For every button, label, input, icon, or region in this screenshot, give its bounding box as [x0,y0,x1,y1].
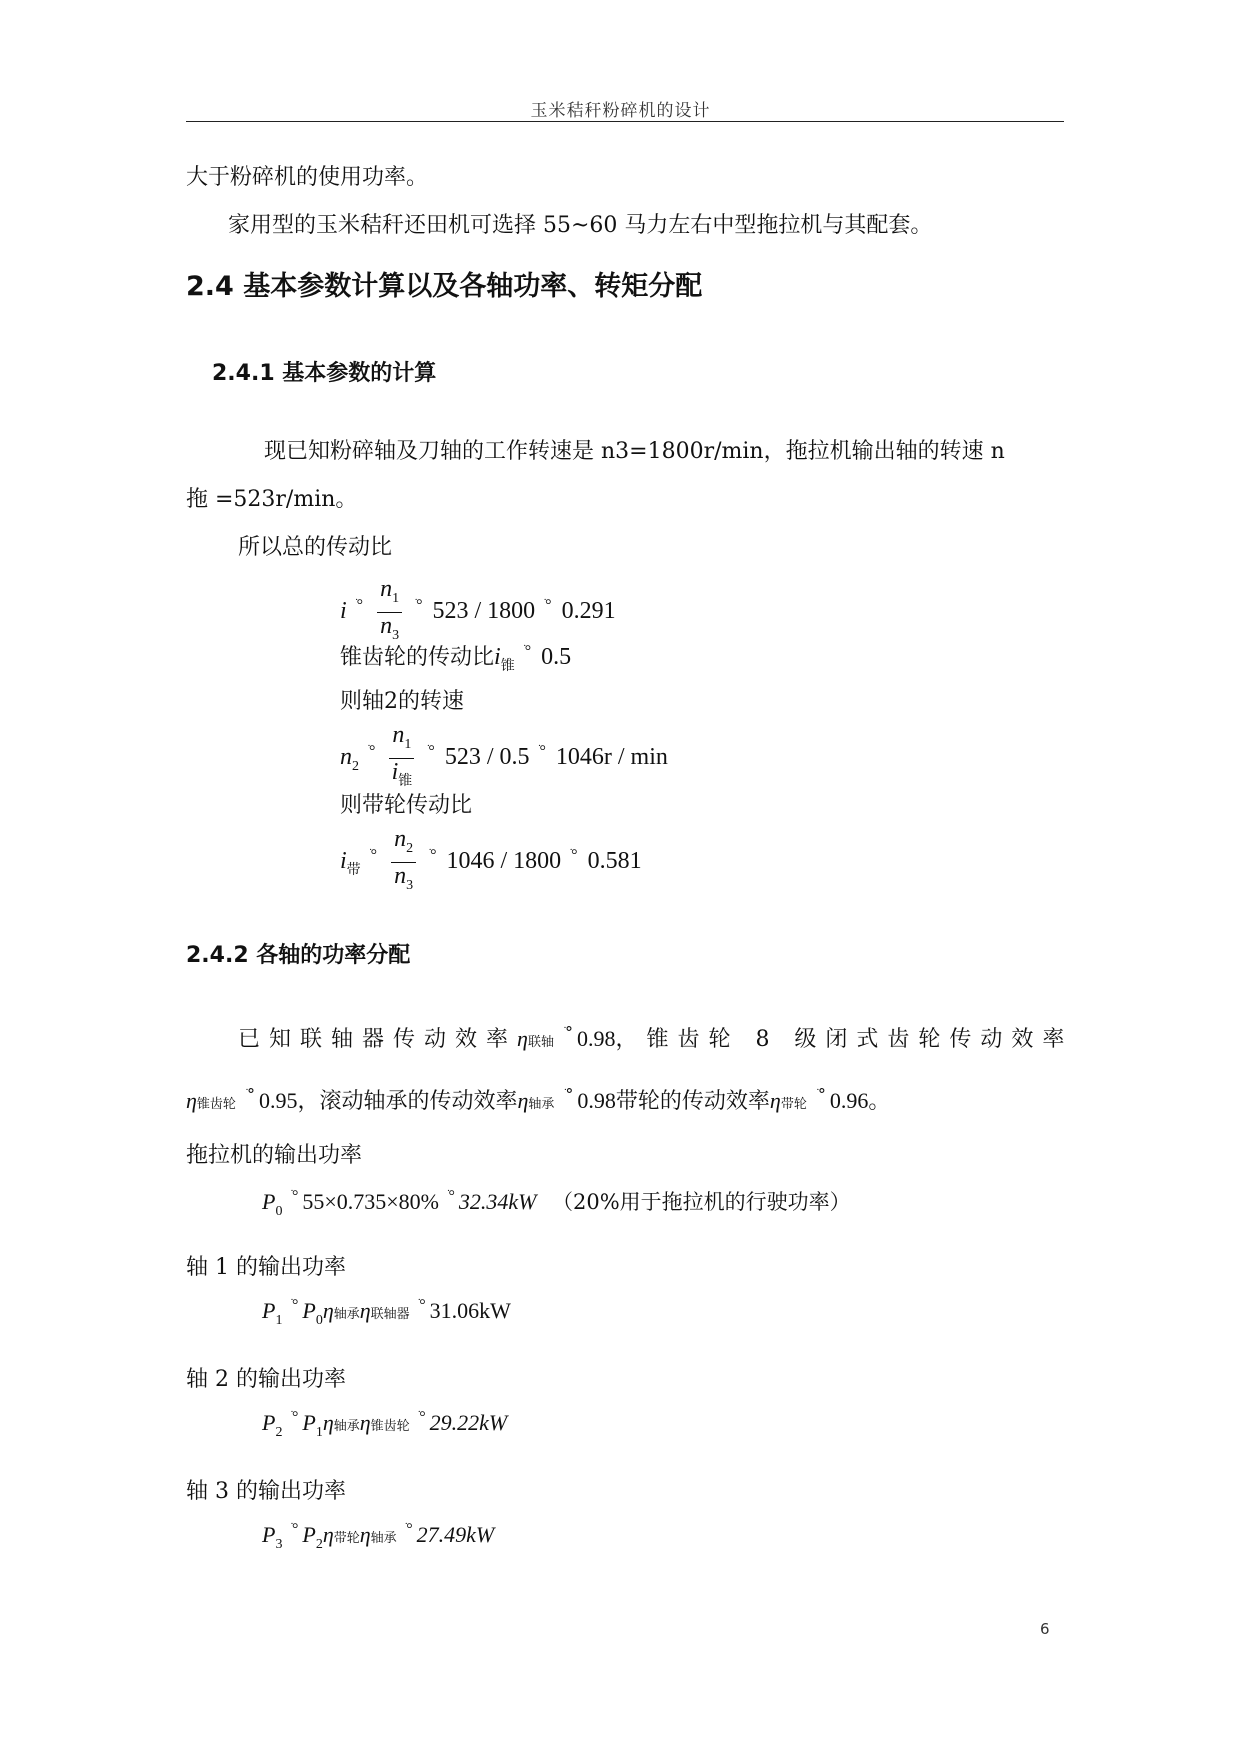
formula-result: 32.34kW [458,1189,537,1214]
paragraph-tractor-output: 拖拉机的输出功率 [186,1143,363,1168]
eta-value: 0.98 [576,1026,616,1051]
formula-var: i [340,598,347,625]
equals-glyph: ׂ° [416,597,423,615]
text: ，锥齿轮 8 级闭式齿轮传动效率 [615,1027,1074,1052]
text: 带轮的传动效率 [615,1089,770,1114]
paragraph-efficiency-line2 [186,1084,890,1115]
denominator: n [394,863,407,889]
formula-var: i [340,848,347,875]
formula-note: （20%用于拖拉机的行驶功率） [552,1190,851,1214]
formula-var: n [340,744,352,771]
formula-text: 锥齿轮的传动比 [340,645,495,670]
denominator-sub: 锥 [398,774,413,789]
equals-glyph: ׂ° [448,1188,455,1205]
numerator-sub: 1 [404,737,412,752]
formula-var: P [302,1298,316,1323]
numerator: n [380,576,393,602]
formula-bevel-ratio [340,640,571,675]
formula-sub: 带 [346,863,361,879]
eta-sub: 联轴 [527,1035,554,1050]
formula-sub: 锥 [500,659,515,674]
formula-shaft2-speed [340,722,668,795]
section-heading-2-4: 2.4 基本参数计算以及各轴功率、转矩分配 [186,271,703,302]
subsection-heading-2-4-2: 2.4.2 各轴的功率分配 [186,943,411,968]
formula-sub: 0 [315,1313,323,1328]
formula-result: 27.49kW [416,1522,495,1547]
formula-result: 1046r / min [555,744,668,771]
eta-sub: 带轮 [780,1097,807,1112]
eta-symbol: η [517,1088,529,1113]
header-rule [186,121,1064,122]
paragraph-shaft3-output: 轴 3 的输出功率 [186,1479,346,1504]
equals-glyph: ׂ° [817,1085,826,1104]
formula-p2 [262,1410,507,1441]
formula-var: P [262,1410,276,1435]
formula-var: P [302,1522,316,1547]
equals-glyph: ׂ° [406,1521,413,1538]
formula-p0 [262,1186,851,1220]
equals-glyph: ׂ° [564,1023,573,1042]
eta-sub: 轴承 [333,1306,360,1321]
fraction [377,576,402,649]
denominator: n [380,613,393,639]
eta-symbol: η [359,1298,371,1323]
running-header: 玉米秸秆粉碎机的设计 [530,101,711,121]
numerator: n [394,826,407,852]
paragraph-shaft1-output: 轴 1 的输出功率 [186,1255,346,1280]
eta-symbol: η [322,1522,334,1547]
paragraph-total-ratio: 所以总的传动比 [238,535,393,560]
equals-glyph: ׂ° [291,1188,299,1205]
eta-symbol: η [769,1088,781,1113]
fraction [389,722,414,795]
eta-sub: 带轮 [333,1530,360,1545]
denominator-sub: 3 [406,878,414,893]
text: 。 [868,1089,891,1114]
formula-sub: 2 [275,1425,283,1440]
equals-glyph: ׂ° [571,847,578,865]
formula-p1 [262,1298,511,1329]
eta-value: 0.95 [258,1088,298,1113]
paragraph-efficiency-line1 [238,1022,1073,1053]
eta-sub: 联轴器 [370,1306,410,1321]
numerator-sub: 2 [406,841,414,856]
formula-value: 523 / 1800 [432,598,536,625]
formula-result: 31.06kW [429,1298,511,1323]
equals-glyph: ׂ° [369,743,376,761]
subsection-heading-2-4-1: 2.4.1 基本参数的计算 [212,361,437,386]
eta-symbol: η [359,1522,371,1547]
eta-sub: 锥齿轮 [196,1097,236,1112]
formula-var: P [262,1298,276,1323]
eta-value: 0.98 [577,1088,616,1113]
equals-glyph: ׂ° [370,847,378,865]
eta-symbol: η [322,1298,334,1323]
formula-result: 0.581 [587,848,642,875]
equals-glyph: ׂ° [545,597,552,615]
formula-line-shaft2-speed: 则轴2的转速 [340,689,464,714]
denominator-sub: 3 [392,628,400,643]
formula-sub: 2 [315,1537,323,1552]
eta-symbol: η [186,1088,197,1113]
formula-belt-ratio [340,826,642,899]
formula-p3 [262,1522,494,1553]
equals-glyph: ׂ° [565,1085,574,1104]
paragraph-speeds-line2: 拖 =523r/min。 [186,487,358,512]
text: ，滚动轴承的传动效率 [297,1089,518,1114]
formula-result: 29.22kW [429,1410,508,1435]
formula-result: 0.291 [561,598,616,625]
formula-var: i [494,644,501,670]
formula-var: P [262,1522,276,1547]
text: 已知联轴器传动效率 [238,1027,518,1052]
equals-glyph: ׂ° [539,743,546,761]
formula-sub: 1 [315,1425,323,1440]
eta-value: 0.96 [829,1088,869,1113]
formula-sub: 0 [275,1204,283,1219]
formula-sub: 1 [275,1313,283,1328]
equals-glyph: ׂ° [356,597,364,615]
formula-var: P [262,1189,276,1214]
formula-result: 0.5 [541,644,572,670]
eta-symbol: η [359,1410,371,1435]
formula-value: 1046 / 1800 [446,848,562,875]
equals-glyph: ׂ° [291,1521,299,1538]
paragraph-continuation: 大于粉碎机的使用功率。 [186,165,429,190]
paragraph-shaft2-output: 轴 2 的输出功率 [186,1367,346,1392]
equals-glyph: ׂ° [428,743,435,761]
formula-sub: 3 [275,1537,283,1552]
fraction [391,826,416,899]
eta-sub: 轴承 [370,1530,397,1545]
paragraph-tractor-choice: 家用型的玉米秸秆还田机可选择 55~60 马力左右中型拖拉机与其配套。 [228,213,933,238]
eta-symbol: η [322,1410,334,1435]
formula-sub: 2 [352,759,359,775]
paragraph-speeds-line1: 现已知粉碎轴及刀轴的工作转速是 n3=1800r/min，拖拉机输出轴的转速 n [264,439,1005,464]
equals-glyph: ׂ° [291,1297,299,1314]
eta-sub: 轴承 [333,1418,360,1433]
denominator: i [391,759,399,785]
equals-glyph: ׂ° [291,1409,299,1426]
numerator: n [392,722,405,748]
formula-expression: 55×0.735×80% [302,1189,439,1214]
formula-var: P [302,1410,316,1435]
formula-value: 523 / 0.5 [444,744,530,771]
eta-sub: 轴承 [528,1097,555,1112]
formula-total-ratio [340,576,616,649]
equals-glyph: ׂ° [419,1297,426,1314]
numerator-sub: 1 [392,591,400,606]
equals-glyph: ׂ° [430,847,437,865]
eta-sub: 锥齿轮 [370,1418,410,1433]
equals-glyph: ׂ° [246,1085,255,1104]
page-number: 6 [1040,1620,1050,1638]
equals-glyph: ׂ° [524,643,532,660]
equals-glyph: ׂ° [419,1409,426,1426]
eta-symbol: η [517,1026,528,1051]
formula-line-belt-ratio: 则带轮传动比 [340,793,473,818]
